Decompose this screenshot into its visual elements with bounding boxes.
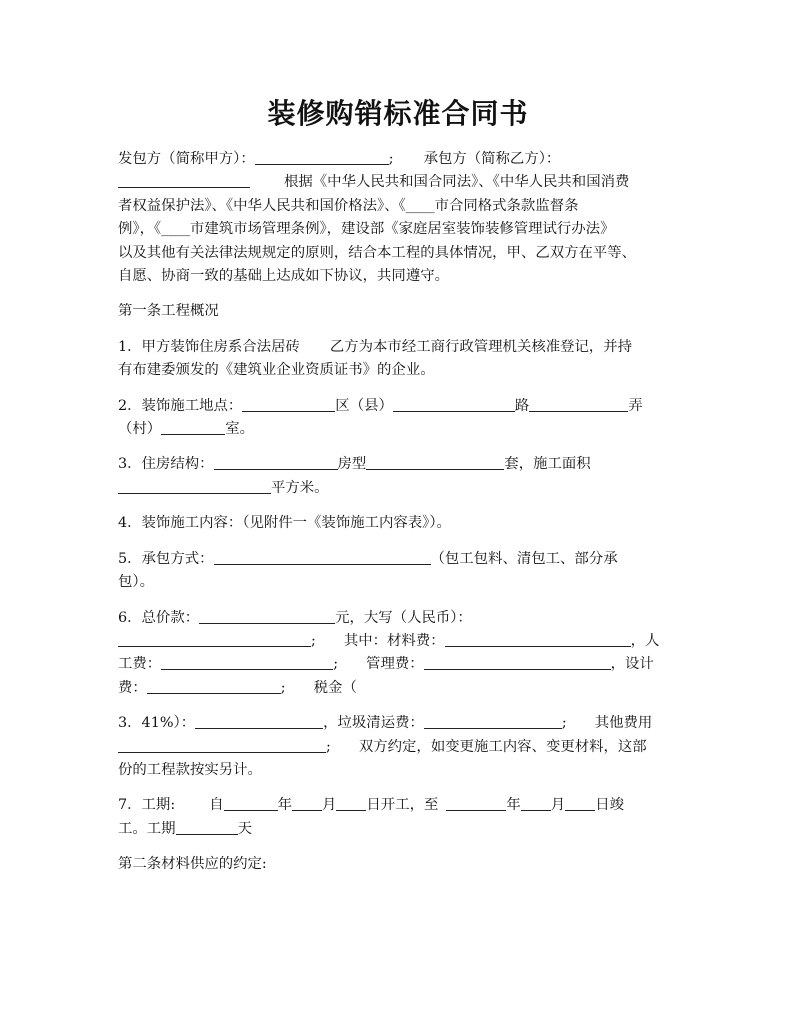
total-price-blank xyxy=(199,608,335,624)
material-fee-blank xyxy=(445,631,631,647)
layout-blank xyxy=(366,454,504,470)
start-year-blank xyxy=(224,795,278,811)
document-title: 装修购销标准合同书 xyxy=(267,97,529,130)
text-line: 6．总价款： 元，大写（人民币）： xyxy=(118,609,472,626)
text-line: ; 双方约定，如变更施工内容、变更材料，这部 xyxy=(118,736,684,759)
structure-blank xyxy=(214,454,338,470)
text-line: 工费： ; 管理费： ，设计 xyxy=(118,656,654,673)
text-line: 以及其他有关法律法规规定的原则，结合本工程的具体情况，甲、乙双方在平等、 xyxy=(118,244,637,261)
text-line: 平方米。 xyxy=(118,477,684,500)
text-line: 工。工期 天 xyxy=(118,820,252,837)
clause-1 xyxy=(118,336,684,383)
labor-fee-blank xyxy=(161,654,333,670)
text-line: 3．41%）： ，垃圾清运费： ; 其他费用 xyxy=(118,715,653,732)
document-body xyxy=(118,148,684,889)
other-fee-blank xyxy=(118,737,326,753)
text-line: 1．甲方装饰住房系合法居砖 乙方为本市经工商行政管理机关核准登记，并持 xyxy=(118,338,633,355)
area-blank xyxy=(118,478,271,494)
text-line: 者权益保护法》、《中华人民共和国价格法》、《____市合同格式条款监督条 xyxy=(118,197,579,214)
text-line: 例》，《____市建筑市场管理条例》，建设部《家庭居室装饰装修管理试行办法》 xyxy=(118,221,615,238)
text-line: 3．住房结构： 房型 套，施工面积 xyxy=(118,456,591,473)
duration-blank xyxy=(176,819,238,835)
clause-6-continued xyxy=(118,712,684,782)
text-line: 费： ; 税金（ xyxy=(118,679,357,696)
party-a-label: 发包方（简称甲方）： xyxy=(118,151,255,167)
design-fee-blank xyxy=(147,678,281,694)
lane-blank xyxy=(529,396,628,412)
intro-paragraph xyxy=(118,148,684,288)
text-line: 7．工期: 自 年 月 日开工，至 年 月 日竣 xyxy=(118,797,624,814)
clause-6 xyxy=(118,607,684,701)
party-a-blank xyxy=(255,149,389,165)
party-b-label: 承包方（简称乙方）： xyxy=(423,151,561,167)
garbage-fee-blank xyxy=(424,713,562,729)
district-blank xyxy=(242,396,335,412)
start-month-blank xyxy=(292,795,322,811)
management-fee-blank xyxy=(424,654,611,670)
text-line: 包）。 xyxy=(118,574,154,591)
text-line: 根据《中华人民共和国合同法》、《中华人民共和国消费 xyxy=(118,171,684,194)
road-blank xyxy=(393,396,515,412)
clause-7 xyxy=(118,794,684,841)
text-line: 有布建委颁发的《建筑业企业资质证书》的企业。 xyxy=(118,362,435,379)
text-line xyxy=(118,148,684,171)
section-heading-2: 第二条材料供应的约定: xyxy=(118,856,267,873)
start-day-blank xyxy=(336,795,366,811)
text-line: 自愿、协商一致的基础上达成如下协议，共同遵守。 xyxy=(118,268,449,285)
text-line: 2．装饰施工地点： 区（县） 路 弄 xyxy=(118,397,643,414)
room-blank xyxy=(161,419,225,435)
clause-2 xyxy=(118,395,684,442)
clause-5 xyxy=(118,548,684,595)
text-line: ; 其中：材料费： ，人 xyxy=(118,630,684,653)
end-year-blank xyxy=(446,795,506,811)
text-line: 份的工程款按实另计。 xyxy=(118,761,262,778)
section-heading-1: 第一条工程概况 xyxy=(118,303,219,320)
contract-mode-blank xyxy=(214,549,431,565)
end-month-blank xyxy=(521,795,551,811)
clause-3 xyxy=(118,453,684,500)
text-line: （村） 室。 xyxy=(118,421,254,438)
clause-4: 4．装饰施工内容：（见附件一《装饰施工内容表》）。 xyxy=(118,515,451,532)
amount-words-blank xyxy=(118,631,311,647)
tax-blank xyxy=(195,713,323,729)
text-line: 5．承包方式： （包工包料、清包工、部分承 xyxy=(118,550,618,567)
party-b-blank xyxy=(118,172,250,188)
separator: ; xyxy=(388,151,394,167)
end-day-blank xyxy=(565,795,595,811)
